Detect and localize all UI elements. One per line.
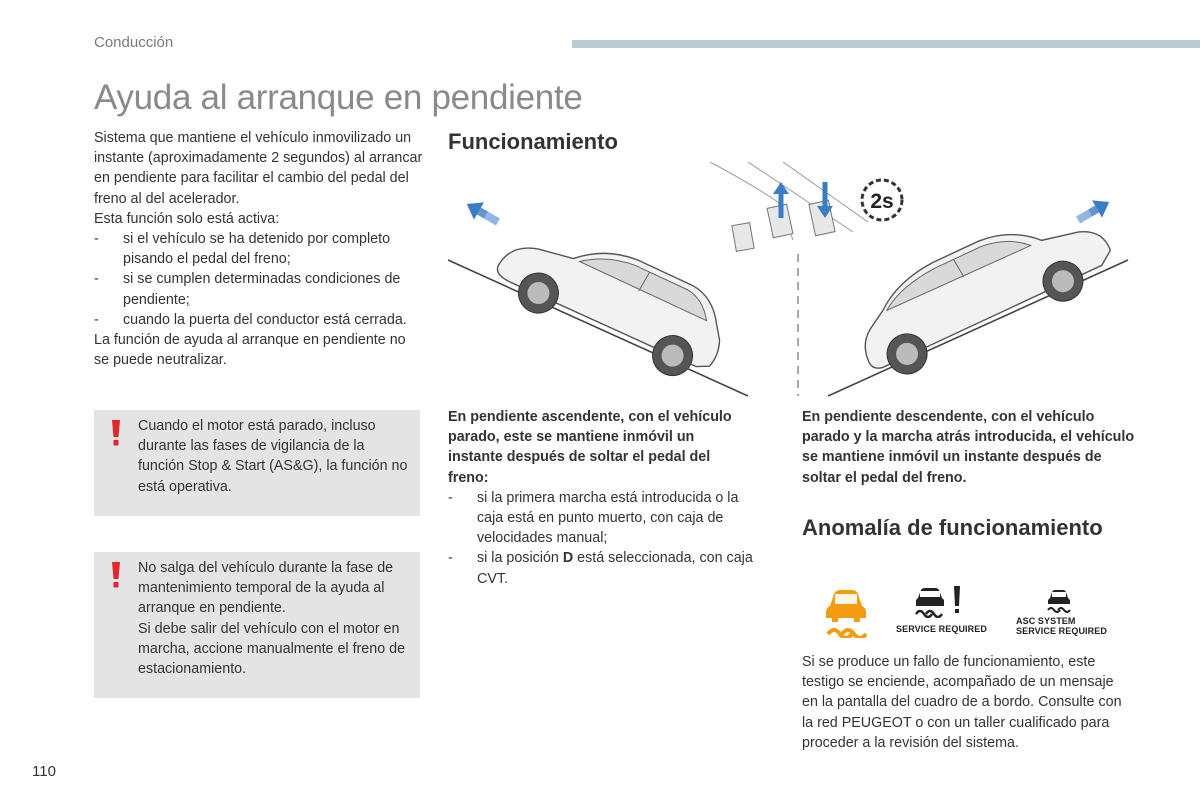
warning-text: Cuando el motor está parado, incluso durante las fases de vigilancia de la función Stop & Start (AS&G), la función no está operativa. (138, 418, 408, 495)
list-item-text: si la posición (477, 550, 563, 567)
direction-arrow-icon (1073, 193, 1114, 228)
list-item: - cuando la puerta del conductor está cerrada. (94, 310, 424, 330)
list-item: - si la primera marcha está introducida o la caja está en punto muerto, con caja de velocidades manual; (448, 488, 768, 549)
warning-box-1 (94, 410, 420, 516)
intro-text (94, 128, 424, 370)
section-label: Conducción (94, 34, 174, 51)
timer-icon (862, 180, 902, 220)
asc-label-line: SERVICE REQUIRED (1016, 626, 1107, 636)
warning-line: Si debe salir del vehículo con el motor en marcha, accione manualmente el freno de estacionamiento. (138, 620, 406, 678)
intro-paragraph: Sistema que mantiene el vehículo inmovilizado un instante (aproximadamente 2 segundos) al arrancar en pendiente para facilitar el cambio del pedal del freno al del acelerador. (94, 130, 423, 207)
gear-position-label: D (562, 550, 574, 567)
asc-label-line: ASC SYSTEM (1016, 616, 1076, 626)
list-item-text: está seleccionada, con caja CVT. (477, 550, 753, 587)
direction-arrow-icon (462, 195, 503, 230)
hill-assist-warning-icon (820, 582, 872, 638)
uphill-description (448, 407, 768, 589)
page-number: 110 (32, 763, 56, 780)
list-item: - si el vehículo se ha detenido por completo pisando el pedal del freno; (94, 229, 424, 269)
warning-line: No salga del vehículo durante la fase de mantenimiento temporal de la ayuda al arranque en pendiente. (138, 560, 394, 617)
service-required-label: SERVICE REQUIRED (896, 624, 987, 634)
funcionamiento-heading: Funcionamiento (448, 129, 618, 154)
uphill-car-illustration (448, 195, 748, 396)
intro-condition-lead: Esta función solo está activa: (94, 210, 280, 227)
service-required-icon (910, 584, 970, 618)
warning-box-2 (94, 552, 420, 698)
downhill-description: En pendiente descendente, con el vehículo parado y la marcha atrás introducida, el vehículo se mantiene inmóvil un instante después de soltar el pedal del freno. (802, 409, 1135, 486)
hill-start-illustration (448, 162, 1138, 400)
downhill-car-illustration (828, 192, 1128, 396)
warning-text (138, 558, 410, 679)
warning-lamps (820, 582, 1120, 642)
anomalia-text: Si se produce un fallo de funcionamiento, este testigo se enciende, acompañado de un mensaje en la pantalla del cuadro de a bordo. Consulte con la red PEUGEOT o con un taller cualificado para proceder a la revisión del sistema. (802, 654, 1122, 751)
list-item: - si se cumplen determinadas condiciones de pendiente; (94, 269, 424, 309)
timer-label: 2s (870, 190, 894, 213)
anomalia-heading: Anomalía de funcionamiento (802, 515, 1103, 540)
uphill-lead: En pendiente ascendente, con el vehículo parado, este se mantiene inmóvil un instante después de soltar el pedal del freno: (448, 409, 732, 486)
warning-exclamation-icon (110, 562, 122, 588)
warning-exclamation-icon (110, 420, 122, 446)
asc-system-icon (1044, 588, 1074, 614)
condition-list (94, 229, 424, 330)
pedals-illustration (710, 162, 868, 251)
header-bar (572, 40, 1200, 48)
asc-service-label (1016, 616, 1107, 636)
page-title: Ayuda al arranque en pendiente (94, 78, 583, 117)
list-item (448, 548, 768, 588)
uphill-conditions-list (448, 488, 768, 589)
intro-note: La función de ayuda al arranque en pendiente no se puede neutralizar. (94, 332, 406, 369)
